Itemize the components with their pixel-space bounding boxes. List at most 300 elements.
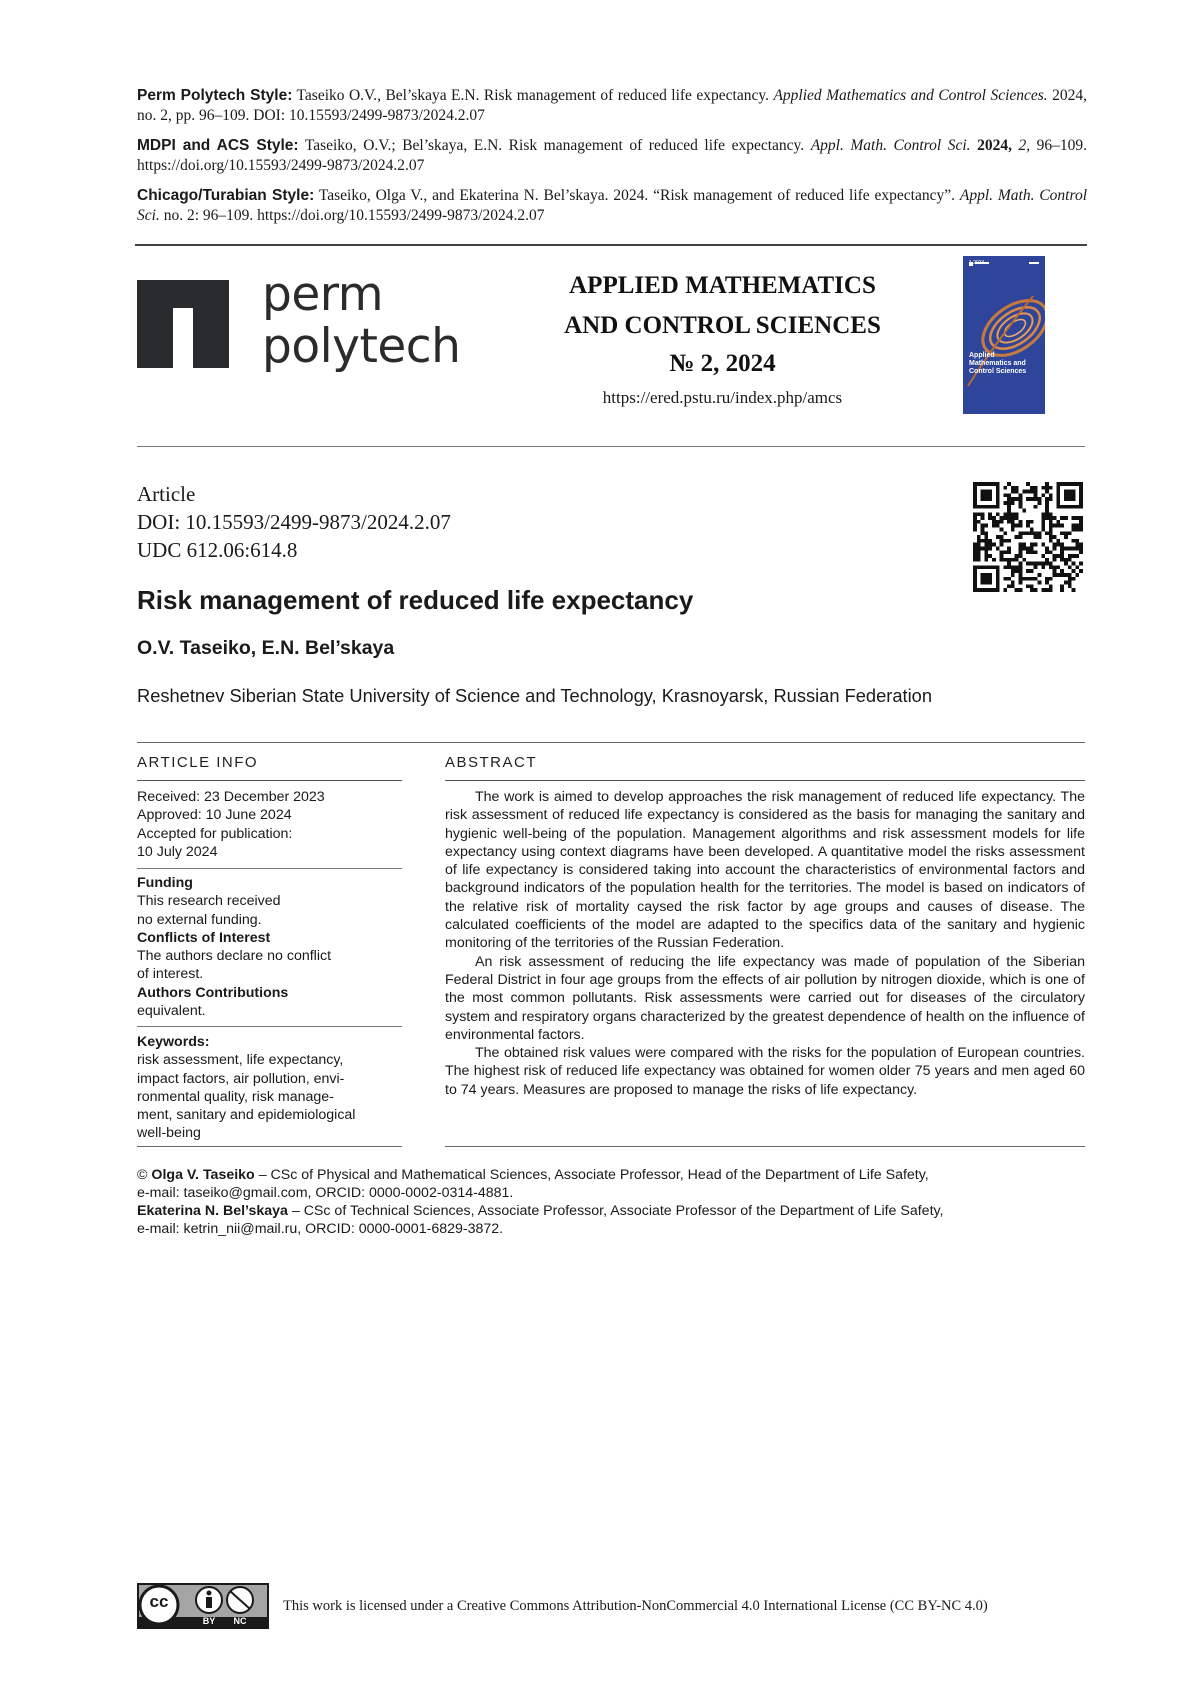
qr-module (1011, 584, 1015, 588)
qr-module (1003, 531, 1007, 535)
qr-module (1019, 562, 1023, 566)
qr-module (1000, 516, 1004, 520)
citation-mdpi-acs: MDPI and ACS Style: Taseiko, O.V.; Bel’skaya, E.N. Risk management of reduced life expectancy. Appl. Math. Control Sci. 2024, 2, 96–109. https://doi.org/10.15593/2499-9873/2024.2.07 (137, 136, 1087, 175)
qr-module (1045, 505, 1049, 509)
qr-module (973, 554, 977, 558)
qr-module (1019, 531, 1023, 535)
accepted-label: Accepted for publication: (137, 825, 402, 843)
qr-module (1049, 528, 1053, 532)
qr-module (977, 554, 981, 558)
qr-module (1022, 543, 1026, 547)
qr-module (1007, 482, 1011, 486)
logo-word-polytech: polytech (262, 322, 460, 372)
qr-module (1079, 543, 1083, 547)
qr-module (1034, 531, 1038, 535)
article-affiliation: Reshetnev Siberian State University of Science and Technology, Krasnoyarsk, Russian Federation (137, 685, 932, 707)
qr-module (1049, 520, 1053, 524)
qr-module (973, 550, 977, 554)
qr-module (988, 516, 992, 520)
qr-module (1053, 543, 1057, 547)
author-2-name: Ekaterina N. Bel’skaya (137, 1203, 288, 1219)
qr-module (984, 531, 988, 535)
qr-module (1037, 535, 1041, 539)
qr-module (1049, 486, 1053, 490)
qr-module (1015, 565, 1019, 569)
qr-module (1015, 486, 1019, 490)
qr-module (1011, 581, 1015, 585)
article-declarations (137, 874, 402, 1020)
qr-module (1007, 516, 1011, 520)
qr-module (1003, 588, 1007, 592)
qr-module (1037, 531, 1041, 535)
qr-module (1011, 512, 1015, 516)
qr-module (973, 524, 977, 528)
qr-module (1022, 546, 1026, 550)
qr-module (1049, 588, 1053, 592)
qr-module (1007, 558, 1011, 562)
qr-module (973, 516, 977, 520)
qr-module (1064, 535, 1068, 539)
qr-module (1041, 562, 1045, 566)
qr-module (1053, 565, 1057, 569)
qr-module (1015, 558, 1019, 562)
qr-module (1019, 565, 1023, 569)
qr-module (1030, 550, 1034, 554)
qr-module (1068, 546, 1072, 550)
qr-module (1026, 524, 1030, 528)
qr-module (984, 535, 988, 539)
qr-module (1019, 520, 1023, 524)
qr-module (1079, 550, 1083, 554)
funding-label: Funding (137, 874, 402, 892)
qr-module (1026, 577, 1030, 581)
journal-cover-image (963, 256, 1045, 414)
qr-module (1045, 550, 1049, 554)
qr-module (984, 543, 988, 547)
article-info-heading: ARTICLE INFO (137, 754, 258, 771)
cc-by-nc-badge[interactable] (137, 1583, 269, 1629)
qr-module (1072, 577, 1076, 581)
qr-module (1068, 577, 1072, 581)
qr-module (1034, 562, 1038, 566)
qr-module (1007, 584, 1011, 588)
qr-module (996, 520, 1000, 524)
qr-module (1022, 577, 1026, 581)
qr-module (981, 531, 985, 535)
qr-module (1030, 584, 1034, 588)
qr-module (981, 516, 985, 520)
author-1-contact: e-mail: taseiko@gmail.com, ORCID: 0000-0002-0314-4881. (137, 1184, 1087, 1202)
article-title: Risk management of reduced life expectancy (137, 585, 693, 616)
qr-module (1022, 531, 1026, 535)
qr-module (1026, 569, 1030, 573)
qr-module (977, 520, 981, 524)
qr-module (984, 524, 988, 528)
qr-module (1049, 565, 1053, 569)
qr-module (1019, 588, 1023, 592)
info-heading-rule (137, 780, 402, 781)
qr-module (1019, 493, 1023, 497)
qr-module (1064, 562, 1068, 566)
qr-module (1075, 546, 1079, 550)
qr-module (981, 512, 985, 516)
qr-module (1053, 558, 1057, 562)
qr-module (1007, 565, 1011, 569)
author-1-info (137, 1166, 1087, 1184)
qr-module (1075, 573, 1079, 577)
keywords-label: Keywords: (137, 1033, 402, 1051)
funding-text-1: This research received (137, 892, 402, 910)
qr-module (1045, 490, 1049, 494)
qr-module (992, 543, 996, 547)
qr-module (1049, 516, 1053, 520)
qr-module (1041, 524, 1045, 528)
qr-module (973, 558, 977, 562)
qr-module (1041, 516, 1045, 520)
qr-module (1075, 543, 1079, 547)
qr-module (1037, 573, 1041, 577)
info-top-rule (137, 742, 1085, 743)
qr-module (1064, 546, 1068, 550)
qr-module (1056, 524, 1060, 528)
journal-url[interactable]: https://ered.pstu.ru/index.php/amcs (520, 388, 925, 408)
qr-module (992, 520, 996, 524)
qr-module (1000, 520, 1004, 524)
qr-module (1064, 516, 1068, 520)
qr-module (1049, 493, 1053, 497)
qr-module (1019, 569, 1023, 573)
cover-tag: 1 2024 (969, 260, 984, 266)
qr-module (1068, 584, 1072, 588)
qr-module (1060, 584, 1064, 588)
abstract-body (445, 788, 1085, 1099)
qr-module (1056, 554, 1060, 558)
qr-module (1019, 554, 1023, 558)
qr-module (1060, 550, 1064, 554)
qr-module (1049, 524, 1053, 528)
citation-perm-polytech: Perm Polytech Style: Taseiko O.V., Bel’skaya E.N. Risk management of reduced life expectancy. Applied Mathematics and Control Sciences. 2024, no. 2, pp. 96–109. DOI: 10.15593/2499-9873/2024.2.07 (137, 86, 1087, 125)
qr-module (1037, 562, 1041, 566)
qr-module (973, 543, 977, 547)
abstract-bottom-rule (445, 1146, 1085, 1147)
qr-module (1026, 550, 1030, 554)
qr-module (1037, 501, 1041, 505)
qr-module (1034, 543, 1038, 547)
qr-module (1007, 577, 1011, 581)
qr-module (1064, 581, 1068, 585)
qr-module (1011, 565, 1015, 569)
qr-module (1030, 569, 1034, 573)
keywords-line: impact factors, air pollution, envi- (137, 1070, 402, 1088)
qr-module (1030, 577, 1034, 581)
nc-badge-text: NC (228, 1616, 252, 1626)
received-date: Received: 23 December 2023 (137, 788, 402, 806)
qr-module (1015, 497, 1019, 501)
qr-module (1041, 493, 1045, 497)
qr-module (1060, 516, 1064, 520)
qr-module (1026, 520, 1030, 524)
qr-module (1003, 512, 1007, 516)
contributions-label: Authors Contributions (137, 984, 402, 1002)
qr-module (1000, 539, 1004, 543)
author-1-description: – CSc of Physical and Mathematical Sciences, Associate Professor, Head of the Department of Life Safety, (259, 1167, 929, 1183)
qr-module (977, 512, 981, 516)
qr-module (1068, 565, 1072, 569)
qr-module (1075, 528, 1079, 532)
qr-module (984, 550, 988, 554)
qr-module (1019, 505, 1023, 509)
qr-module (1068, 554, 1072, 558)
qr-module (1003, 550, 1007, 554)
qr-module (1049, 535, 1053, 539)
qr-module (1064, 558, 1068, 562)
qr-module (1072, 569, 1076, 573)
qr-finder (981, 573, 992, 584)
logo-word-perm: perm (262, 270, 383, 320)
qr-module (984, 546, 988, 550)
qr-module (996, 512, 1000, 516)
qr-module (1030, 588, 1034, 592)
qr-module (1019, 550, 1023, 554)
qr-module (1049, 497, 1053, 501)
qr-module (984, 554, 988, 558)
qr-module (1068, 531, 1072, 535)
qr-module (1034, 497, 1038, 501)
qr-module (1000, 558, 1004, 562)
qr-module (1079, 528, 1083, 532)
qr-module (1056, 539, 1060, 543)
qr-module (1053, 569, 1057, 573)
qr-module (1064, 531, 1068, 535)
abstract-paragraph-1: The work is aimed to develop approaches the risk management of reduced life expectancy. The risk assessment of reduced life expectancy is considered as the basis for managing the sanitary and hygienic well-being of the population. Management algorithms and risk assessment models for life expectancy using context diagrams have been developed. A quantitative model the risks assessment of life expectancy is considered taking into account the characteristics of environmental factors and background indicators of the population health for the territories. The model is based on indicators of the relative risk of mortality caysed the risk factor by age groups and causes of disease. The calculated coefficients of the model are adapted to the specifics data of the sanitary and hygienic monitoring of the territories of the Russian Federation. (445, 788, 1085, 953)
author-2-info (137, 1202, 1087, 1220)
qr-module (1015, 569, 1019, 573)
qr-module (1049, 577, 1053, 581)
qr-module (1007, 493, 1011, 497)
qr-module (988, 546, 992, 550)
qr-module (1079, 520, 1083, 524)
qr-module (1003, 558, 1007, 562)
qr-module (1045, 546, 1049, 550)
qr-module (1034, 550, 1038, 554)
journal-issue: № 2, 2024 (520, 350, 925, 378)
qr-module (1003, 539, 1007, 543)
qr-module (1072, 562, 1076, 566)
qr-module (1011, 501, 1015, 505)
qr-module (1060, 588, 1064, 592)
abstract-paragraph-2: An risk assessment of reducing the life expectancy was made of population of the Siberian Federal District in four age groups from the effects of air pollution by nitrogen dioxide, which is one of the most common pollutants. Risk assessments were carried out for diseases of the circulatory system and respiratory organs characterized by the greatest dependence of health on the influence of environmental factors. (445, 953, 1085, 1044)
article-type: Article (137, 480, 195, 508)
article-udc: UDC 612.06:614.8 (137, 536, 297, 564)
qr-module (1026, 490, 1030, 494)
qr-module (1056, 520, 1060, 524)
qr-module (1045, 581, 1049, 585)
perm-polytech-logo-mark (137, 280, 229, 368)
qr-module (1072, 554, 1076, 558)
qr-module (1015, 535, 1019, 539)
qr-module (1022, 509, 1026, 513)
qr-module (977, 546, 981, 550)
qr-module (1034, 535, 1038, 539)
qr-module (1007, 501, 1011, 505)
qr-module (1060, 524, 1064, 528)
qr-code[interactable] (973, 482, 1083, 592)
qr-module (1003, 501, 1007, 505)
qr-module (1011, 524, 1015, 528)
license-text[interactable]: This work is licensed under a Creative Commons Attribution-NonCommercial 4.0 International License (CC BY-NC 4.0) (283, 1598, 988, 1615)
qr-module (1015, 588, 1019, 592)
qr-module (992, 558, 996, 562)
qr-module (981, 524, 985, 528)
qr-module (981, 546, 985, 550)
qr-module (1079, 569, 1083, 573)
keywords-line: ronmental quality, risk manage- (137, 1088, 402, 1106)
qr-module (1045, 558, 1049, 562)
qr-module (1045, 482, 1049, 486)
qr-module (1060, 543, 1064, 547)
qr-module (1030, 520, 1034, 524)
qr-module (1075, 565, 1079, 569)
qr-module (1000, 554, 1004, 558)
qr-module (1003, 516, 1007, 520)
copyright-symbol: © (137, 1167, 147, 1183)
conflicts-label: Conflicts of Interest (137, 929, 402, 947)
qr-module (1045, 531, 1049, 535)
qr-module (1007, 505, 1011, 509)
qr-module (1026, 584, 1030, 588)
qr-module (1007, 509, 1011, 513)
qr-module (988, 543, 992, 547)
qr-module (977, 535, 981, 539)
qr-module (1060, 569, 1064, 573)
qr-module (1019, 581, 1023, 585)
qr-module (1053, 524, 1057, 528)
qr-module (1030, 546, 1034, 550)
qr-module (1034, 565, 1038, 569)
qr-module (1000, 550, 1004, 554)
qr-module (1053, 573, 1057, 577)
author-2-contact: e-mail: ketrin_nii@mail.ru, ORCID: 0000-0001-6829-3872. (137, 1220, 1087, 1238)
qr-module (1007, 562, 1011, 566)
qr-module (1030, 490, 1034, 494)
qr-module (1003, 565, 1007, 569)
qr-module (1026, 562, 1030, 566)
qr-module (1072, 524, 1076, 528)
qr-module (1060, 531, 1064, 535)
qr-module (1045, 501, 1049, 505)
author-1-name: Olga V. Taseiko (151, 1167, 254, 1183)
qr-module (1011, 520, 1015, 524)
qr-module (1075, 554, 1079, 558)
qr-module (1053, 516, 1057, 520)
qr-module (1011, 497, 1015, 501)
cc-badge-text: cc (147, 1592, 171, 1612)
qr-module (1030, 543, 1034, 547)
citation-chicago: Chicago/Turabian Style: Taseiko, Olga V., and Ekaterina N. Bel’skaya. 2024. “Risk management of reduced life expectancy”. Appl. Math. Control Sci. no. 2: 96–109. https://doi.org/10.15593/2499-9873/2024.2.07 (137, 186, 1087, 225)
qr-module (1072, 516, 1076, 520)
qr-module (1030, 562, 1034, 566)
qr-module (1045, 497, 1049, 501)
qr-module (1030, 531, 1034, 535)
qr-module (1037, 581, 1041, 585)
qr-module (1003, 577, 1007, 581)
qr-module (1026, 482, 1030, 486)
qr-module (1026, 531, 1030, 535)
qr-module (1007, 520, 1011, 524)
cover-title: Applied Mathematics and Control Sciences (969, 352, 1029, 376)
qr-module (1000, 543, 1004, 547)
qr-module (1026, 497, 1030, 501)
qr-module (1068, 573, 1072, 577)
info-rule-2 (137, 868, 402, 869)
qr-module (1007, 512, 1011, 516)
qr-module (1011, 528, 1015, 532)
qr-module (1049, 562, 1053, 566)
qr-module (1045, 577, 1049, 581)
header-bottom-rule (137, 446, 1085, 447)
qr-module (1041, 588, 1045, 592)
contributions-text: equivalent. (137, 1002, 402, 1020)
qr-module (1064, 573, 1068, 577)
qr-module (988, 512, 992, 516)
header-top-rule (135, 244, 1087, 246)
qr-module (1015, 554, 1019, 558)
qr-module (1075, 516, 1079, 520)
qr-module (1068, 581, 1072, 585)
qr-module (977, 558, 981, 562)
qr-module (1034, 505, 1038, 509)
article-authors: O.V. Taseiko, E.N. Bel’skaya (137, 637, 394, 660)
qr-module (1079, 524, 1083, 528)
qr-module (1060, 554, 1064, 558)
qr-module (973, 528, 977, 532)
qr-module (1019, 577, 1023, 581)
qr-module (1000, 528, 1004, 532)
qr-module (1045, 486, 1049, 490)
qr-module (1015, 516, 1019, 520)
qr-module (973, 546, 977, 550)
qr-module (981, 528, 985, 532)
qr-module (1041, 512, 1045, 516)
qr-module (1019, 524, 1023, 528)
qr-module (1079, 562, 1083, 566)
qr-module (1049, 584, 1053, 588)
qr-module (1045, 512, 1049, 516)
by-badge-text: BY (197, 1616, 221, 1626)
info-bottom-rule (137, 1146, 402, 1147)
info-rule-3 (137, 1026, 402, 1027)
qr-module (1056, 543, 1060, 547)
qr-module (1068, 558, 1072, 562)
qr-module (1072, 539, 1076, 543)
qr-module (1060, 573, 1064, 577)
qr-module (988, 539, 992, 543)
qr-module (1015, 490, 1019, 494)
qr-module (1072, 588, 1076, 592)
qr-module (973, 520, 977, 524)
article-dates (137, 788, 402, 861)
qr-module (1034, 490, 1038, 494)
qr-module (977, 539, 981, 543)
qr-module (1030, 497, 1034, 501)
article-doi[interactable]: DOI: 10.15593/2499-9873/2024.2.07 (137, 508, 451, 536)
qr-module (1060, 558, 1064, 562)
qr-module (1007, 539, 1011, 543)
qr-module (1034, 493, 1038, 497)
qr-module (1056, 565, 1060, 569)
qr-module (1019, 497, 1023, 501)
qr-module (992, 516, 996, 520)
